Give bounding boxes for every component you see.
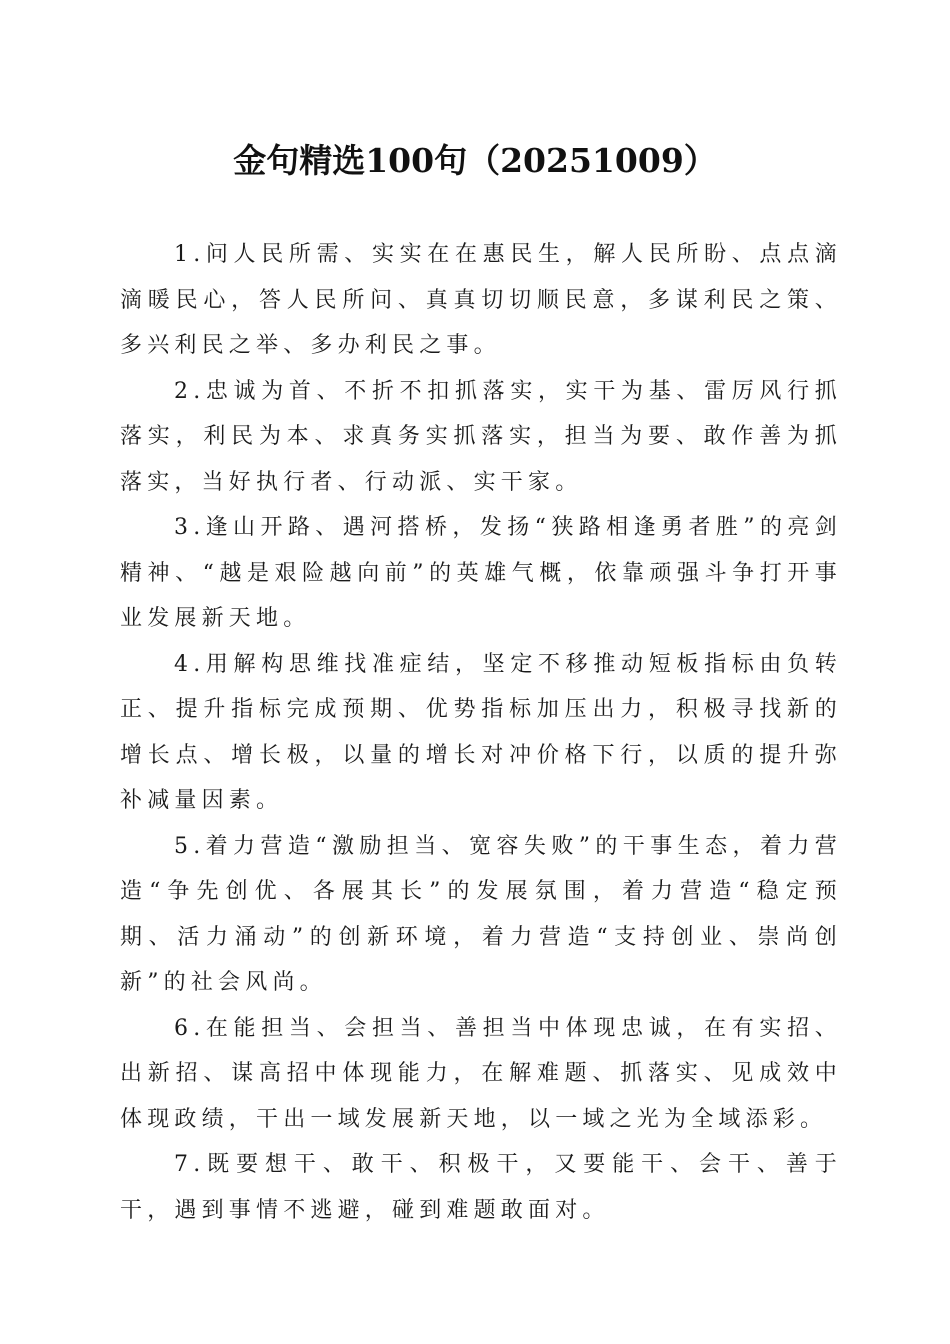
paragraph-7: 7.既要想干、敢干、积极干，又要能干、会干、善于干，遇到事情不逃避，碰到难题敢面对。 xyxy=(120,1152,842,1223)
paragraph-3: 3.逢山开路、遇河搭桥，发扬“狭路相逢勇者胜”的亮剑精神、“越是艰险越向前”的英雄气概，依靠顽强斗争打开事业发展新天地。 xyxy=(120,515,842,631)
paragraph-6: 6.在能担当、会担当、善担当中体现忠诚，在有实招、出新招、谋高招中体现能力，在解难题、抓落实、见成效中体现政绩，干出一域发展新天地，以一域之光为全域添彩。 xyxy=(120,1015,842,1132)
paragraph-4: 4.用解构思维找准症结，坚定不移推动短板指标由负转正、提升指标完成预期、优势指标加压出力，积极寻找新的增长点、增长极，以量的增长对冲价格下行，以质的提升弥补减量因素。 xyxy=(120,651,842,813)
paragraph-5: 5.着力营造“激励担当、宽容失败”的干事生态，着力营造“争先创优、各展其长”的发展氛围，着力营造“稳定预期、活力涌动”的创新环境，着力营造“支持创业、崇尚创新”的社会风尚。 xyxy=(120,833,842,995)
document-body xyxy=(120,232,842,1233)
paragraph-2: 2.忠诚为首、不折不扣抓落实，实干为基、雷厉风行抓落实，利民为本、求真务实抓落实，担当为要、敢作善为抓落实，当好执行者、行动派、实干家。 xyxy=(120,378,842,495)
document-title: 金句精选100句（20251009） xyxy=(233,141,717,180)
paragraph-1: 1.问人民所需、实实在在惠民生，解人民所盼、点点滴滴暖民心，答人民所问、真真切切顺民意，多谋利民之策、多兴利民之举、多办利民之事。 xyxy=(120,242,842,358)
